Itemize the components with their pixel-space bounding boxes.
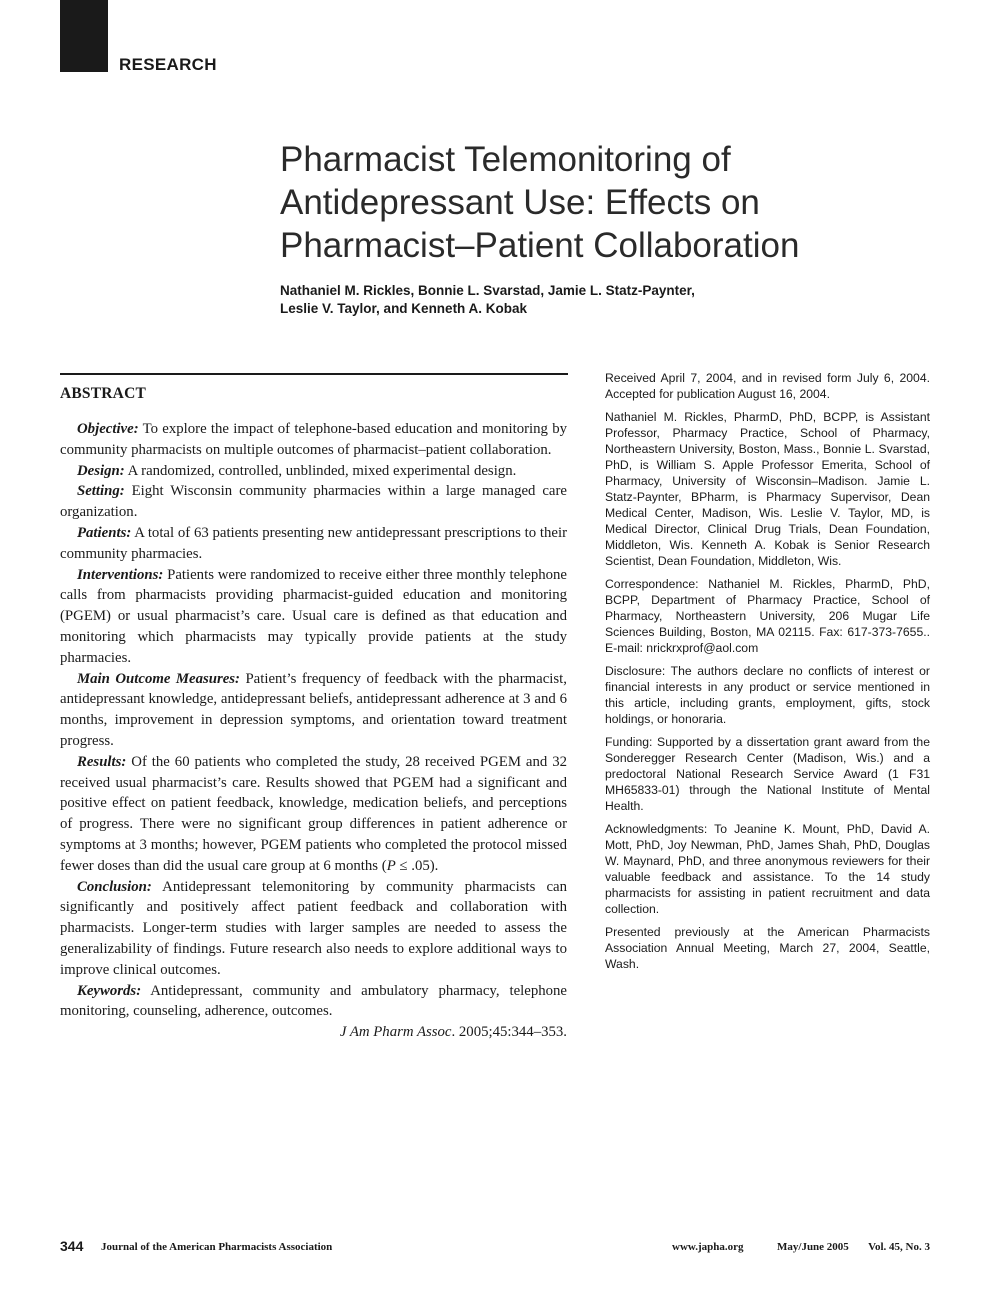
- abstract-interventions: Interventions: Patients were randomized to receive either three monthly telephone calls from pharmacists providing pharmacist-guided education and monitoring (PGEM) or usual pharmacist’s care. Usual care is defined as that education and monitoring which pharmacists may typically provide patients at the study pharmacies.: [60, 566, 567, 666]
- funding-note: Funding: Supported by a dissertation grant award from the Sonderegger Research Center (Madison, Wis.) and a predoctoral National Research Service Award (1 F31 MH65833-01) through the National Institute of Mental Health.: [605, 735, 930, 813]
- footer-volume: Vol. 45, No. 3: [868, 1241, 930, 1253]
- article-notes-column: [605, 370, 930, 979]
- abstract-patients: Patients: A total of 63 patients presenting new antidepressant prescriptions to their community pharmacies.: [60, 524, 567, 562]
- section-tab-marker: [60, 0, 108, 72]
- article-title: Pharmacist Telemonitoring of Antidepressant Use: Effects on Pharmacist–Patient Collaboration: [280, 140, 800, 265]
- abstract-conclusion: Conclusion: Antidepressant telemonitoring by community pharmacists can significantly and positively affect patient feedback and collaboration with pharmacists. Longer-term studies with larger samples are needed to assess the generalizability of findings. Future research also needs to explore additional ways to improve clinical outcomes.: [60, 878, 567, 978]
- author-list: [280, 282, 880, 318]
- page-footer: [60, 1238, 930, 1258]
- abstract-objective: Objective: To explore the impact of telephone-based education and monitoring by community pharmacists on multiple outcomes of pharmacist–patient collaboration.: [60, 421, 567, 458]
- disclosure-note: Disclosure: The authors declare no conflicts of interest or financial interests in any product or service mentioned in this article, including grants, employment, gifts, stock holdings, or honoraria.: [605, 664, 930, 726]
- abstract-outcome-measures: Main Outcome Measures: Patient’s frequency of feedback with the pharmacist, antidepressant knowledge, antidepressant beliefs, antidepressant adherence at 3 and 6 months, improvement in depression symptoms, and orientation toward treatment progress.: [60, 670, 567, 749]
- footer-issue-date: May/June 2005: [777, 1241, 849, 1253]
- author-affiliations: Nathaniel M. Rickles, PharmD, PhD, BCPP, is Assistant Professor, Pharmacy Practice, School of Pharmacy, Northeastern University, Boston, Mass., Bonnie L. Svarstad, PhD, is William S. Apple Professor Emerita, School of Pharmacy, University of Wisconsin–Madison. Jamie L. Statz-Paynter, BPharm, is Pharmacy Supervisor, Dean Medical Center, Madison, Wis. Leslie V. Taylor, MD, is Medical Director, Clinical Drug Trials, Dean Foundation, Middleton, Wis. Kenneth A. Kobak is Senior Research Scientist, Dean Foundation, Middleton, Wis.: [605, 410, 930, 568]
- abstract-keywords: Keywords: Antidepressant, community and ambulatory pharmacy, telephone monitoring, counseling, adherence, outcomes.: [60, 982, 567, 1020]
- author-line: Leslie V. Taylor, and Kenneth A. Kobak: [280, 301, 528, 316]
- correspondence-note: Correspondence: Nathaniel M. Rickles, PharmD, PhD, BCPP, Department of Pharmacy Practice, School of Pharmacy, Northeastern University, 206 Mugar Life Sciences Building, Boston, MA 02115. Fax: 617-373-7655.. E-mail: nrickrxprof@aol.com: [605, 577, 930, 655]
- abstract-setting: Setting: Eight Wisconsin community pharmacies within a large managed care organization.: [60, 483, 567, 521]
- abstract-body: [60, 419, 567, 1043]
- footer-journal-name: Journal of the American Pharmacists Association: [101, 1241, 333, 1253]
- footer-website: www.japha.org: [672, 1241, 744, 1253]
- author-line: Nathaniel M. Rickles, Bonnie L. Svarstad, Jamie L. Statz-Paynter,: [280, 283, 695, 298]
- abstract-design: Design: A randomized, controlled, unblinded, mixed experimental design.: [77, 462, 517, 479]
- section-label: RESEARCH: [119, 55, 217, 74]
- page-number: 344: [60, 1238, 84, 1254]
- presented-note: Presented previously at the American Pharmacists Association Annual Meeting, March 27, 2004, Seattle, Wash.: [605, 925, 930, 971]
- abstract-results: Results: Of the 60 patients who completed the study, 28 received PGEM and 32 received usual pharmacist’s care. Results showed that PGEM had a significant and positive effect on patient feedback, knowledge, medication beliefs, and perceptions of progress. There were no significant group differences in patient adherence or symptoms at 3 months; however, PGEM patients who completed the protocol missed fewer doses than did the usual care group at 6 months (P ≤ .05).: [60, 753, 567, 874]
- journal-citation: J Am Pharm Assoc. 2005;45:344–353.: [339, 1024, 567, 1041]
- received-note: Received April 7, 2004, and in revised form July 6, 2004. Accepted for publication August 16, 2004.: [605, 371, 930, 401]
- acknowledgments-note: Acknowledgments: To Jeanine K. Mount, PhD, David A. Mott, PhD, Joy Newman, PhD, James Shah, PhD, Douglas W. Maynard, PhD, and three anonymous reviewers for their valuable feedback and assistance. To the 14 study pharmacists for assisting in patient recruitment and data collection.: [605, 822, 930, 916]
- abstract-heading: ABSTRACT: [60, 385, 147, 402]
- abstract-divider: [60, 373, 568, 375]
